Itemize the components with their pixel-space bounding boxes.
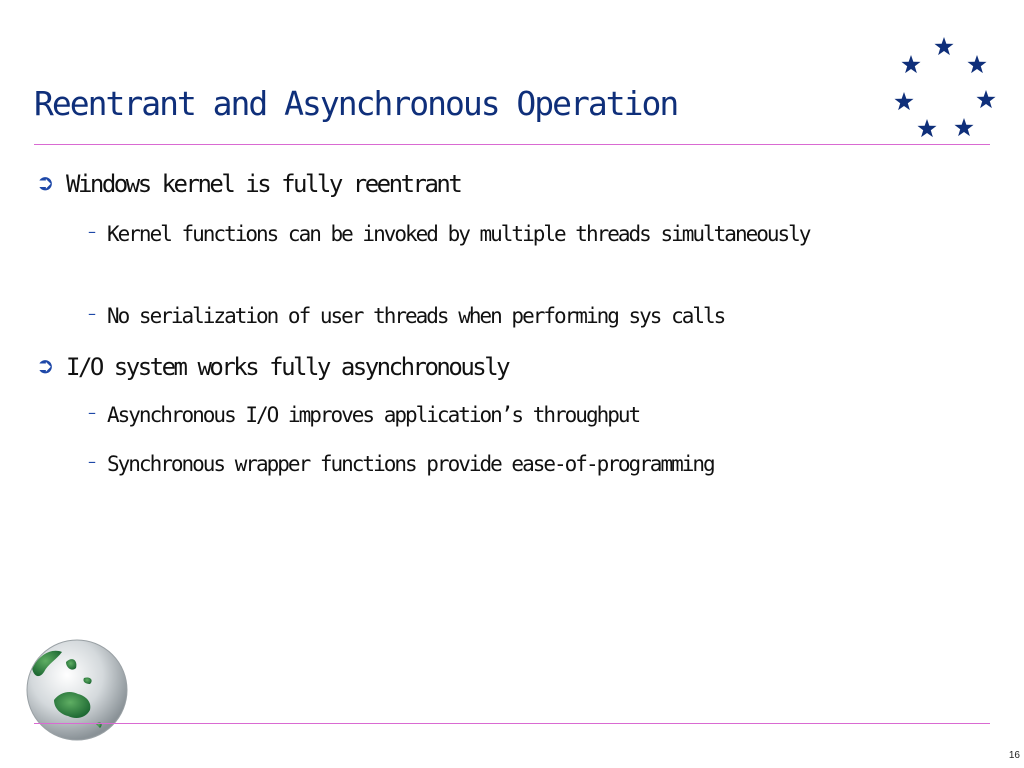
page-number: 16 xyxy=(1008,750,1020,761)
footer-divider xyxy=(34,723,990,724)
dash-icon: – xyxy=(88,403,96,422)
dash-icon: – xyxy=(88,304,96,323)
bullet-item: Windows kernel is fully reentrant xyxy=(66,170,461,198)
globe-image xyxy=(26,638,128,742)
dash-icon: – xyxy=(88,222,96,241)
arrow-circle-right-icon: ➲ xyxy=(36,171,55,196)
sub-bullet-item: No serialization of user threads when performing sys calls xyxy=(107,304,725,328)
slide-title: Reentrant and Asynchronous Operation xyxy=(34,84,678,123)
sub-bullet-item: Synchronous wrapper functions provide ease-of-programming xyxy=(107,452,714,476)
dash-icon: – xyxy=(88,452,96,471)
bullet-item: I/O system works fully asynchronously xyxy=(66,353,509,381)
sub-bullet-item: Asynchronous I/O improves application’s throughput xyxy=(107,403,640,427)
arrow-circle-right-icon: ➲ xyxy=(36,354,55,379)
sub-bullet-item: Kernel functions can be invoked by multiple threads simultaneously xyxy=(107,222,810,246)
